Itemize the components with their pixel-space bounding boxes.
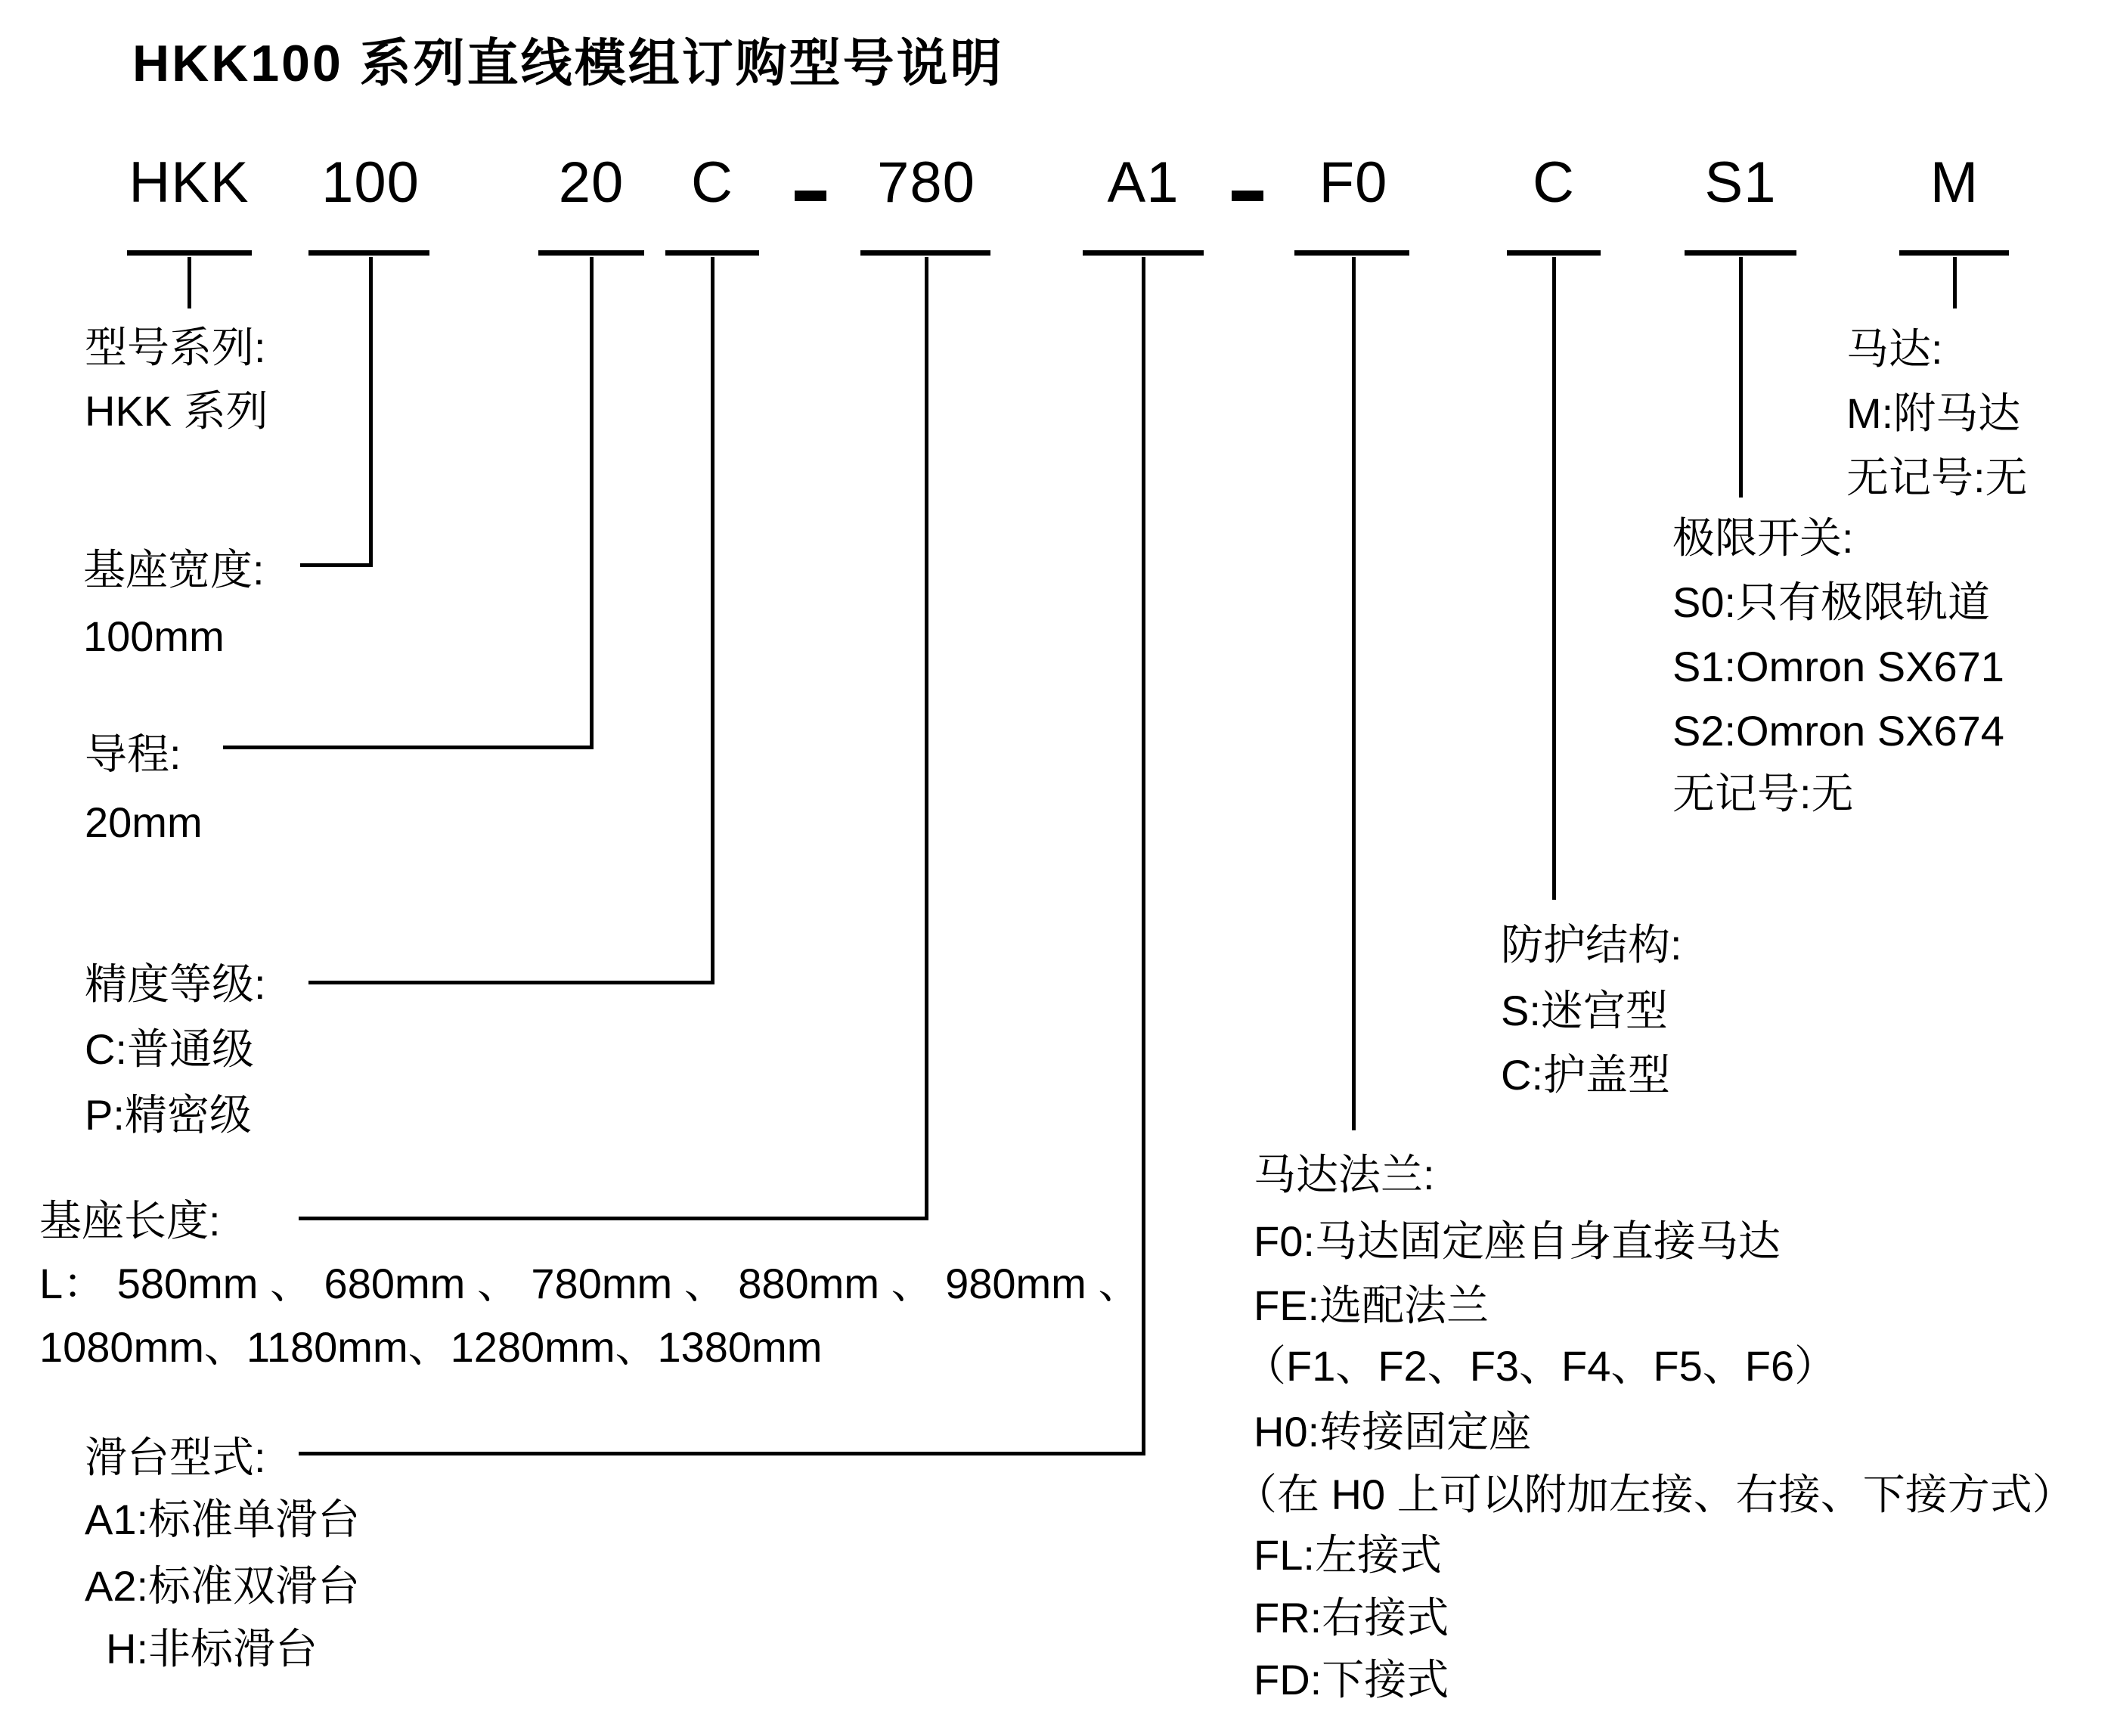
label-motor-none: 无记号:无 bbox=[1846, 454, 2028, 501]
code-segment-base-length: 780 bbox=[877, 150, 975, 215]
connector-accuracy-elbow bbox=[308, 981, 714, 984]
label-base-width-value: 100mm bbox=[83, 612, 225, 660]
underline-protection bbox=[1507, 250, 1601, 256]
connector-base-width-elbow bbox=[300, 563, 373, 567]
underline-limit-switch bbox=[1685, 250, 1796, 256]
label-slider-type-option-h: H:非标滑台 bbox=[106, 1625, 318, 1672]
code-segment-lead: 20 bbox=[558, 150, 625, 215]
code-segment-motor: M bbox=[1930, 150, 1979, 215]
underline-lead bbox=[538, 250, 644, 256]
label-limit-switch-option-s2: S2:Omron SX674 bbox=[1672, 707, 2004, 755]
label-accuracy-option-c: C:普通级 bbox=[85, 1025, 254, 1073]
label-motor-flange-option-fr: FR:右接式 bbox=[1254, 1594, 1449, 1641]
label-motor-option-m: M:附马达 bbox=[1846, 389, 2021, 437]
label-motor-flange-option-fd: FD:下接式 bbox=[1254, 1656, 1449, 1703]
code-segment-accuracy: C bbox=[691, 150, 733, 215]
code-dash-2 bbox=[1232, 191, 1263, 201]
label-protection-option-c: C:护盖型 bbox=[1501, 1051, 1670, 1099]
underline-motor-flange bbox=[1294, 250, 1409, 256]
label-motor-flange-option-h0: H0:转接固定座 bbox=[1254, 1408, 1532, 1455]
label-series-title: 型号系列: bbox=[85, 324, 266, 371]
connector-motor-flange-vertical bbox=[1352, 257, 1356, 1130]
underline-base-width bbox=[308, 250, 429, 256]
underline-motor bbox=[1899, 250, 2009, 256]
connector-lead-elbow bbox=[223, 746, 594, 749]
label-motor-flange-fe-note: （F1、F2、F3、F4、F5、F6） bbox=[1244, 1342, 1837, 1390]
label-limit-switch-none: 无记号:无 bbox=[1672, 770, 1854, 817]
connector-protection-vertical bbox=[1552, 257, 1556, 900]
page-title: HKK100 系列直线模组订购型号说明 bbox=[132, 35, 1004, 92]
label-accuracy-option-p: P:精密级 bbox=[85, 1091, 252, 1139]
connector-slider-type-vertical bbox=[1142, 257, 1145, 1455]
label-limit-switch-option-s0: S0:只有极限轨道 bbox=[1672, 578, 1991, 626]
label-limit-switch-option-s1: S1:Omron SX671 bbox=[1672, 643, 2004, 690]
connector-base-length-vertical bbox=[925, 257, 928, 1220]
label-lead-title: 导程: bbox=[85, 730, 181, 778]
label-base-width-title: 基座宽度: bbox=[83, 546, 265, 594]
label-motor-flange-h0-note: （在 H0 上可以附加左接、右接、下接方式） bbox=[1235, 1471, 2075, 1518]
label-protection-option-s: S:迷宫型 bbox=[1501, 987, 1668, 1034]
connector-accuracy-vertical bbox=[711, 257, 714, 984]
connector-slider-type-elbow bbox=[299, 1452, 1145, 1455]
connector-lead-vertical bbox=[590, 257, 594, 749]
label-slider-type-title: 滑台型式: bbox=[85, 1434, 266, 1481]
underline-slider-type bbox=[1083, 250, 1204, 256]
underline-base-length bbox=[860, 250, 990, 256]
code-segment-series: HKK bbox=[129, 150, 250, 215]
label-base-length-line-2: 1080mm、1180mm、1280mm、1380mm bbox=[39, 1323, 823, 1371]
label-base-length-title: 基座长度: bbox=[39, 1197, 221, 1245]
label-protection-title: 防护结构: bbox=[1501, 921, 1682, 969]
label-lead-value: 20mm bbox=[85, 798, 203, 846]
code-segment-base-width: 100 bbox=[321, 150, 420, 215]
label-motor-flange-title: 马达法兰: bbox=[1254, 1151, 1435, 1198]
label-motor-flange-option-f0: F0:马达固定座自身直接马达 bbox=[1254, 1217, 1781, 1265]
connector-series-vertical bbox=[188, 257, 191, 308]
label-slider-type-option-a2: A2:标准双滑台 bbox=[85, 1562, 361, 1610]
code-dash-1 bbox=[795, 191, 826, 201]
underline-series bbox=[127, 250, 252, 256]
label-motor-flange-option-fl: FL:左接式 bbox=[1254, 1531, 1442, 1579]
label-base-length-line-1: L： 580mm 、 680mm 、 780mm 、 880mm 、 980mm 、 bbox=[39, 1260, 1141, 1307]
code-segment-protection: C bbox=[1533, 150, 1575, 215]
label-accuracy-title: 精度等级: bbox=[85, 960, 266, 1008]
label-slider-type-option-a1: A1:标准单滑台 bbox=[85, 1496, 361, 1543]
connector-base-length-elbow bbox=[299, 1217, 928, 1220]
label-series-value: HKK 系列 bbox=[85, 387, 268, 435]
label-motor-flange-option-fe: FE:选配法兰 bbox=[1254, 1282, 1489, 1329]
code-segment-motor-flange: F0 bbox=[1319, 150, 1388, 215]
connector-limit-switch-vertical bbox=[1739, 257, 1743, 498]
label-limit-switch-title: 极限开关: bbox=[1672, 514, 1854, 562]
underline-accuracy bbox=[665, 250, 759, 256]
label-motor-title: 马达: bbox=[1846, 325, 1943, 373]
connector-motor-vertical bbox=[1953, 257, 1957, 308]
code-segment-limit-switch: S1 bbox=[1704, 150, 1777, 215]
code-segment-slider-type: A1 bbox=[1107, 150, 1179, 215]
connector-base-width-vertical bbox=[369, 257, 373, 567]
